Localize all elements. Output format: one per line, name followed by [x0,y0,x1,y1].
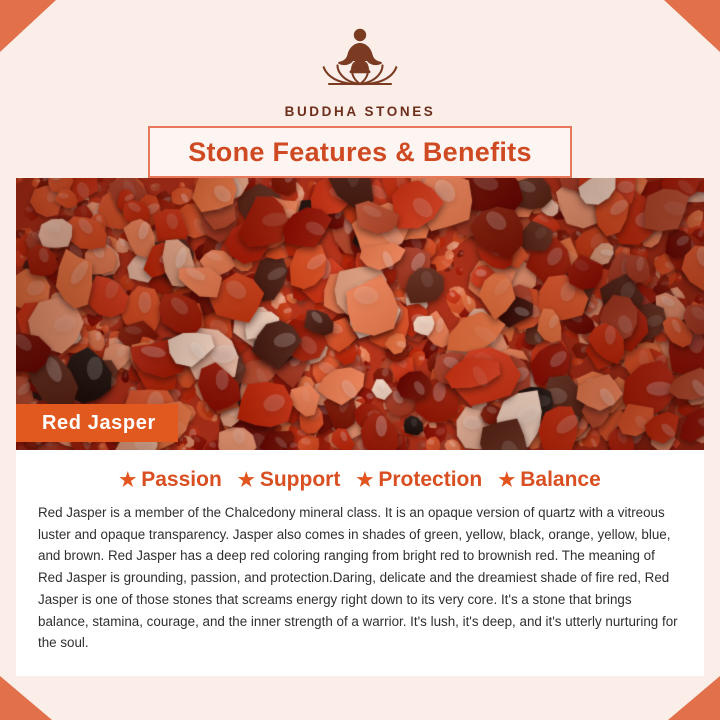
brand-name: BUDDHA STONES [284,104,436,119]
stone-name: Red Jasper [42,411,156,434]
lotus-meditation-icon [285,22,435,100]
keyword-item-passion [119,468,222,492]
keyword-item-balance [498,468,601,492]
star-icon: ★ [237,469,255,491]
stone-name-tag [16,404,178,442]
corner-accent-bottom-left [0,676,52,720]
corner-accent-bottom-right [668,676,720,720]
description-card [16,450,704,676]
stone-description: Red Jasper is a member of the Chalcedony mineral class. It is an opaque version of quartz with a vitreous luster and opaque transparency. Jasper also comes in shades of green, yellow, black, orange, yellow, blue, and brown. Red Jasper has a deep red coloring ranging from bright red to brownish red. The meaning of Red Jasper is grounding, passion, and protection.Daring, delicate and the dreamiest shade of fire red, Red Jasper is one of those stones that screams energy right down to its very core. It's a stone that brings balance, stamina, courage, and the inner strength of a warrior. It's lush, it's deep, and it's utterly nurturing for the soul. [38,505,678,651]
star-icon: ★ [119,469,137,491]
keyword-label: Balance [520,468,601,491]
keyword-item-support [238,468,341,492]
page-title: Stone Features & Benefits [188,136,532,167]
keyword-label: Protection [378,468,483,491]
keyword-label: Passion [141,468,222,491]
star-icon: ★ [356,469,374,491]
section-title-banner [148,126,572,178]
keyword-label: Support [259,468,341,491]
star-icon: ★ [498,469,516,491]
keyword-list [38,468,682,492]
keyword-item-protection [356,468,482,492]
brand-block [0,22,720,119]
